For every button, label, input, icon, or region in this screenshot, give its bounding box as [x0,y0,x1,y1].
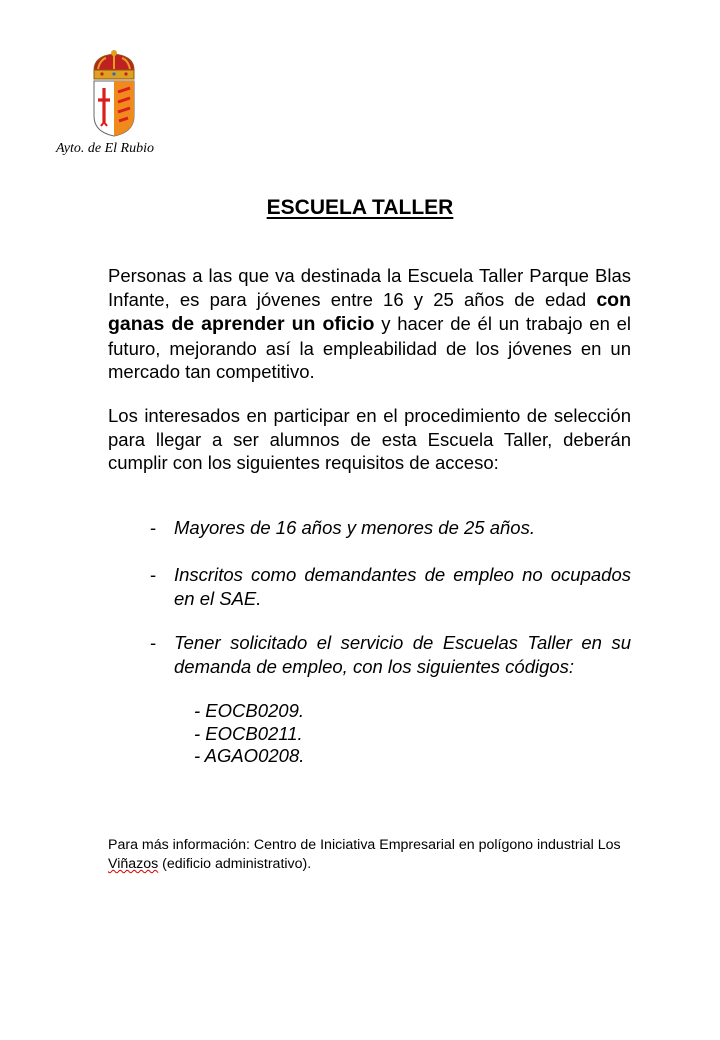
requirement-text: Inscritos como demandantes de empleo no ocupados en el SAE. [174,564,631,609]
footer-info [108,836,631,874]
requirement-item [150,563,631,610]
requirement-text: Mayores de 16 años y menores de 25 años. [174,517,535,538]
code-item: - EOCB0209. [194,700,305,721]
intro-text-1: Personas a las que va destinada la Escuela Taller Parque Blas Infante, es para jóvenes entre 16 y 25 años de edad [108,265,631,310]
intro-text-2: y hacer de él un trabajo en el futuro, mejorando así la empleabilidad de los jóvenes en un mercado tan competitivo. [108,313,631,382]
requirement-item [150,631,631,678]
footer-underlined-word: Viñazos [108,856,159,872]
intro-bold-text: con ganas de aprender un oficio [108,288,631,335]
bullet-dash: - [150,517,157,538]
bullet-dash: - [150,632,157,653]
title-text: ESCUELA TALLER [266,196,454,219]
requirement-text: Tener solicitado el servicio de Escuelas Taller en su demanda de empleo, con los siguientes códigos: [174,632,631,677]
code-item: - AGAO0208. [194,745,305,766]
coat-of-arms-icon [84,48,144,140]
logo-caption: Ayto. de El Rubio [56,141,154,156]
footer-text-2: (edificio administrativo). [162,856,312,872]
codes-list [194,700,304,768]
footer-text-1: Para más información: Centro de Iniciativa Empresarial en polígono industrial Los [108,837,621,853]
code-item: - EOCB0211. [194,722,303,744]
page-title [0,196,720,220]
paragraph-intro [108,264,631,384]
paragraph-requirements-intro: Los interesados en participar en el procedimiento de selección para llegar a ser alumnos de esta Escuela Taller, deberán cumplir con los siguientes requisitos de acceso: [108,405,631,473]
requirement-item [150,516,631,540]
bullet-dash: - [150,564,157,585]
